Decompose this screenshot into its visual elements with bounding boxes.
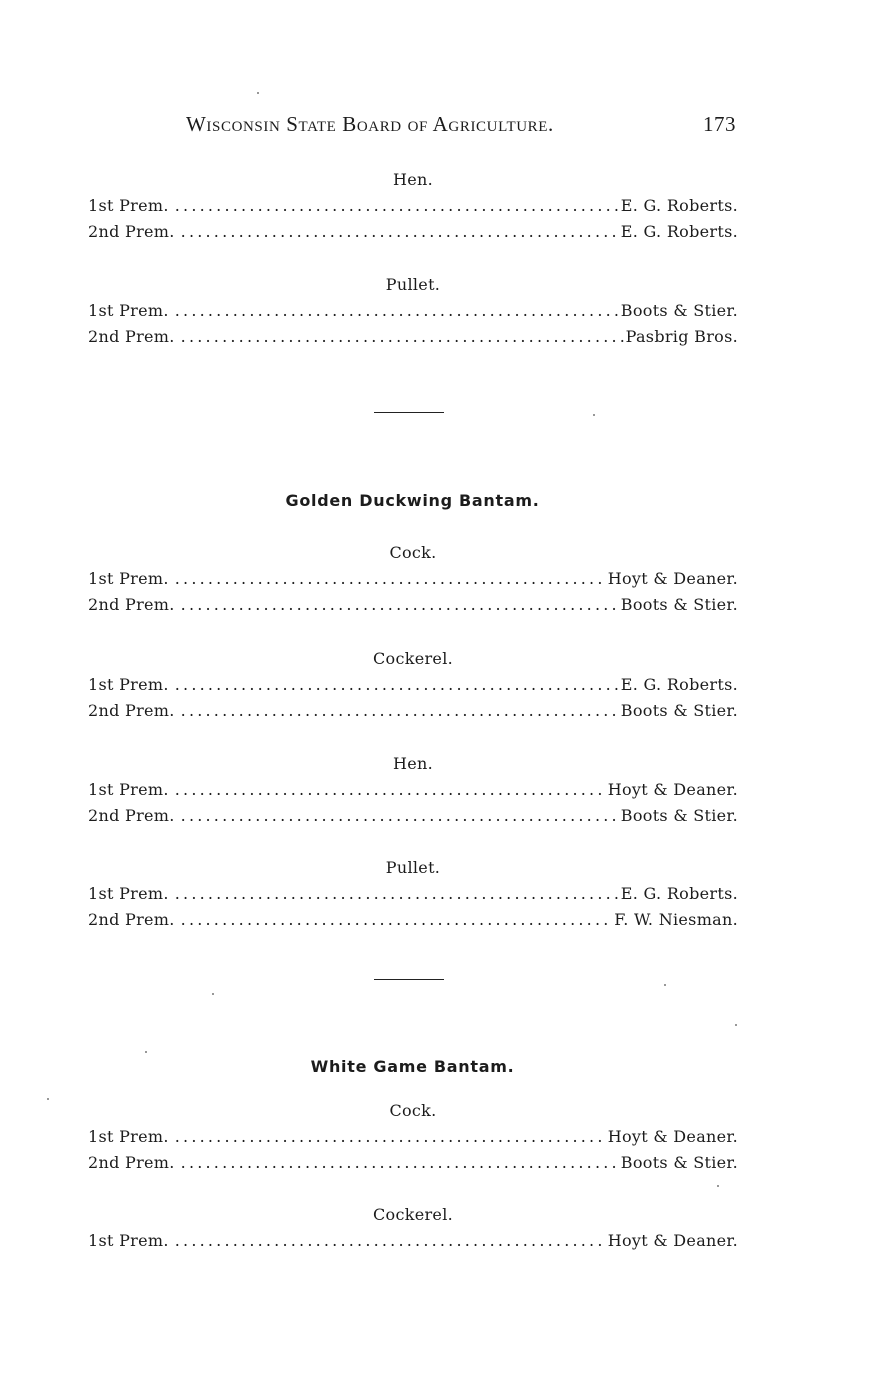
section-divider (374, 412, 444, 413)
award-row (88, 672, 738, 698)
award-row (88, 1150, 738, 1176)
award-winner: E. G. Roberts. (620, 675, 738, 694)
award-place: 1st Prem. (88, 675, 169, 694)
award-winner: Boots & Stier. (620, 1153, 738, 1172)
award-row (88, 803, 738, 829)
award-winner: Hoyt & Deaner. (607, 1127, 738, 1146)
breed-heading: Golden Duckwing Bantam. (285, 491, 540, 510)
class-pullet (88, 855, 738, 933)
scan-speck (735, 1024, 737, 1026)
section-divider (374, 979, 444, 980)
award-row (88, 324, 738, 350)
award-winner: Boots & Stier. (620, 806, 738, 825)
class-cock (88, 1098, 738, 1176)
scan-speck (717, 1185, 719, 1187)
scan-speck (145, 1051, 147, 1053)
class-cockerel (88, 1202, 738, 1254)
award-place: 1st Prem. (88, 780, 169, 799)
award-row (88, 698, 738, 724)
award-row (88, 777, 738, 803)
award-place: 2nd Prem. (88, 701, 175, 720)
dot-leader (181, 803, 619, 829)
dot-leader (181, 1150, 619, 1176)
page-number: 173 (703, 112, 736, 136)
award-winner: Pasbrig Bros. (625, 327, 738, 346)
award-row (88, 219, 738, 245)
award-place: 2nd Prem. (88, 222, 175, 241)
award-place: 2nd Prem. (88, 806, 175, 825)
class-heading: Cock. (389, 1101, 437, 1120)
award-winner: F. W. Niesman. (614, 910, 738, 929)
award-row (88, 1124, 738, 1150)
class-heading: Hen. (392, 170, 433, 189)
dot-leader (175, 566, 606, 592)
scan-speck (593, 414, 595, 416)
dot-leader (175, 672, 619, 698)
class-cock (88, 540, 738, 618)
dot-leader (175, 298, 619, 324)
dot-leader (175, 1124, 606, 1150)
class-hen (88, 751, 738, 829)
award-winner: Hoyt & Deaner. (607, 569, 738, 588)
award-row (88, 566, 738, 592)
award-place: 1st Prem. (88, 196, 169, 215)
award-winner: E. G. Roberts. (620, 196, 738, 215)
award-winner: Boots & Stier. (620, 701, 738, 720)
award-place: 2nd Prem. (88, 595, 175, 614)
award-row (88, 193, 738, 219)
award-place: 2nd Prem. (88, 910, 175, 929)
class-heading: Pullet. (385, 275, 441, 294)
class-heading: Pullet. (385, 858, 441, 877)
class-heading: Cockerel. (372, 649, 454, 668)
class-cockerel (88, 646, 738, 724)
scan-speck (47, 1098, 49, 1100)
scan-speck (664, 984, 666, 986)
dot-leader (175, 881, 619, 907)
scan-speck (212, 993, 214, 995)
award-winner: Hoyt & Deaner. (607, 780, 738, 799)
dot-leader (175, 193, 619, 219)
dot-leader (181, 907, 613, 933)
award-place: 2nd Prem. (88, 1153, 175, 1172)
running-title: Wisconsin State Board of Agriculture. (186, 112, 554, 136)
award-winner: E. G. Roberts. (620, 222, 738, 241)
award-row (88, 907, 738, 933)
award-place: 1st Prem. (88, 884, 169, 903)
award-row (88, 1228, 738, 1254)
award-row (88, 881, 738, 907)
award-place: 1st Prem. (88, 301, 169, 320)
award-winner: Hoyt & Deaner. (607, 1231, 738, 1250)
dot-leader (175, 777, 606, 803)
class-heading: Hen. (392, 754, 433, 773)
dot-leader (181, 698, 619, 724)
award-winner: E. G. Roberts. (620, 884, 738, 903)
dot-leader (175, 1228, 606, 1254)
class-heading: Cockerel. (372, 1205, 454, 1224)
dot-leader (181, 219, 619, 245)
breed-heading: White Game Bantam. (310, 1057, 515, 1076)
scan-speck (257, 92, 259, 94)
award-place: 2nd Prem. (88, 327, 175, 346)
class-hen (88, 167, 738, 245)
dot-leader (181, 592, 619, 618)
running-head (0, 112, 887, 142)
award-place: 1st Prem. (88, 569, 169, 588)
award-row (88, 592, 738, 618)
award-place: 1st Prem. (88, 1231, 169, 1250)
award-winner: Boots & Stier. (620, 595, 738, 614)
award-row (88, 298, 738, 324)
class-pullet (88, 272, 738, 350)
award-winner: Boots & Stier. (620, 301, 738, 320)
class-heading: Cock. (389, 543, 437, 562)
award-place: 1st Prem. (88, 1127, 169, 1146)
dot-leader (181, 324, 624, 350)
